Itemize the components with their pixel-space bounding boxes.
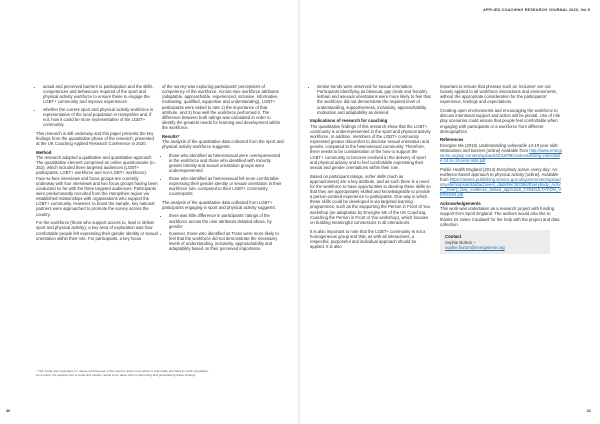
results-bullet-list-b bbox=[162, 213, 284, 251]
results-paragraph-2: The analysis of the quantitative data collected from LGBT+ participants engaging in sport and physical activity suggests: bbox=[162, 199, 276, 210]
community-paragraph: It is also important to note that the LGBT+ community is not a homogeneous group and that, as with all interactions, a respectful, purposeful and individual approach should be applied. It is also bbox=[310, 228, 426, 250]
reference-1 bbox=[440, 143, 562, 164]
list-item: • however, those who identified as Trans were more likely to feel that the workforce did not demonstrate the necessary levels of understanding, inclusivity, approachability and adaptability based on their perceived importance bbox=[169, 231, 284, 252]
reference-2-available: [online]. Available from bbox=[440, 171, 559, 182]
footnote-line-1: * This study was exploratory in nature and focused on the need to learn more about a vulnerable and hard to reach population. bbox=[36, 369, 209, 373]
list-item: • whether the current sport and physical activity workforce is representative of the local population in Hampshire and, if not, how it could be more representative of the LGBT+ community. bbox=[43, 107, 158, 128]
left-page-column-2 bbox=[162, 84, 284, 255]
reference-1-link[interactable]: http://www.energiseme.org/wp-content/uploads/2018/09/Understanding-vulnerable-14-to-19-year-olds.pdf bbox=[440, 147, 562, 164]
reference-2-title: Everybody active, every day: An evidence-based approach to physical activity bbox=[440, 166, 558, 177]
footnote-line-2: As a result, the sample size is small and caution needs to be taken when interpreting and generalising these findings. bbox=[36, 373, 197, 378]
page-number-right: 31 bbox=[586, 409, 591, 413]
right-page-column-2 bbox=[440, 84, 562, 254]
list-item: • similar trends were observed for sexual orientation. Participants identifying as bisexual, gay (male and female), lesbian and asexual orientations were more likely to feel that the workforce did not demonstrate the required level of understanding, supportiveness, inclusivity, approachability, motivation and adaptability as desired. bbox=[317, 84, 432, 115]
reference-1-available: [online] Available from bbox=[485, 147, 530, 153]
implications-paragraph: The quantitative findings of this research show that the LGBT+ community is underrepresented in the sport and physical activity workforce. In addition, members of the LGBT+ community expressed greater discomfort to disclose sexual orientation and gender, compared to the heterosexual community. Therefore, there needs to be consideration of the how to support the LGBT+ community to become involved in the delivery of sport and physical activity and to feel comfortable expressing their sexual and gender orientations within their role. bbox=[310, 123, 431, 170]
reference-2 bbox=[440, 167, 562, 198]
left-col1-bullet-list bbox=[36, 84, 158, 127]
contact-email-link[interactable]: sophie.burton@energiseme.org bbox=[445, 244, 505, 250]
skills-paragraph: Based on participant ratings, softer skills (such as approachiness) are a key attribute, and as such there is a need for the workforce to have opportunities to develop these skills so that they are appropriately skilled and knowledgeable to provide a person-centred experience to participants. One way in which these skills could be developed is via targeted learning programmes, such as the Supporting the Person in Front of You workshop (an adaptation by Energise Me of the UK Coaching, Coaching the Person in Front of You workshop), which focuses on building meaningful connections in all interactions. bbox=[310, 173, 431, 225]
acknowledgements-paragraph: This work was undertaken as a research project with funding support from Sport England. The authors would also like to thanks Dr Jaime Caudwell for her help with the project and data collection. bbox=[440, 206, 560, 227]
reference-1-author: Energise Me (2018) bbox=[440, 142, 479, 148]
results-heading: Results* bbox=[162, 133, 180, 139]
reference-2-link[interactable]: https://assets.publishing.service.gov.uk/government/uploads/system/uploads/attachment_data/file/353384/Everybody_Active__Every_Day_evidence_based_approach_CONSULTATION_VERSION.pdf bbox=[440, 177, 562, 198]
references-heading: References bbox=[440, 137, 464, 143]
method-paragraph: The research adopted a qualitative and quantitative approach. The quantitative element comprised an online questionnaire (n= 352), which included three targeted audiences (LGBT+ participants, LGBT+ workforce and non-LGBT+ workforce). Face-to-face interviews and focus groups are currently underway with four interviews and two focus groups having been conducted so far with the three targeted audiences. Participants were predominantly recruited from the Hampshire region via established relationships with organisations who support the LGBT+ community. However, to boost the sample, key national partners were approached to promote the survey across the country. bbox=[36, 154, 158, 217]
list-item: • there was little difference in participants' ratings of the workforce across the nine attributes detailed above, by gender bbox=[169, 213, 284, 228]
page-number-left: 30 bbox=[6, 409, 11, 413]
acknowledgements-heading: Acknowledgements bbox=[440, 201, 481, 207]
survey-paragraph: of the survey was exploring participants' perceptions of competency of the workforce. Across nine workforce attributes (adaptable, approachable, experienced, inclusive, informative, motivating, qualified, supportive and understanding), LGBT+ participants were asked to rate 1) the importance of that attribute, and 2) how well the workforce performed it. The difference between both ratings was calculated in order to identify the greatest needs for learning and development within the workforce. bbox=[162, 84, 281, 131]
list-item: • actual and perceived barriers to participation and the skills, competences and behaviours required of the sport and physical activity workforce to ensure these to engage the LGBT+ community and improve experiences bbox=[43, 84, 158, 105]
method-paragraph-2: For the workforce (those who support access to, lead or deliver sport and physical activity), a key area of exploration was how comfortable people felt expressing their gender identity or sexual orientation within their role. For participants, a key focus bbox=[36, 220, 158, 241]
right-page bbox=[300, 0, 600, 424]
reference-1-title: Understanding vulnerable 14-19 year olds: Motivations and barriers bbox=[440, 142, 559, 153]
reference-2-author: Public Health England (2014) bbox=[440, 166, 497, 172]
results-intro: The analysis of the quantitative data collected from the sport and physical activity workforce suggests: bbox=[162, 139, 284, 150]
footnote bbox=[36, 369, 274, 377]
contact-box bbox=[440, 230, 550, 253]
right-page-column-1 bbox=[310, 84, 432, 253]
contact-heading: Contact bbox=[445, 234, 462, 240]
environment-paragraph: Creating open environments and encouraging the workforce to discuss intentional support and action will be pivotal. Use of role play scenarios could ensure that people feel comfortable when engaging with participants or a workforce from different demographics. bbox=[440, 108, 561, 134]
contact-name: Sophie Burton – bbox=[445, 239, 476, 245]
running-head: APPLIED COACHING RESEARCH JOURNAL 2020, Vol.5 bbox=[482, 8, 590, 12]
intro-paragraph: This research is still underway and this paper presents the key findings from the quantitative phase of the research, presented at the UK Coaching Applied Research Conference in 2020. bbox=[36, 130, 154, 147]
implications-heading: Implications of research for coaching bbox=[310, 118, 388, 124]
list-item: • those who identified as heterosexual were overrepresented in the workforce and those who identified with minority gender identity and sexual orientation groups were underrepresented bbox=[169, 153, 284, 174]
inclusive-paragraph: important to ensure that phrases such as 'inclusive' are not loosely applied to all workforce interactions and environments, without the appropriate consideration for the participants' experience, feelings and expectations. bbox=[440, 84, 557, 105]
results-bullet-list-a bbox=[162, 153, 284, 196]
left-page-column-1 bbox=[36, 84, 158, 244]
list-item: • those who identified as heterosexual felt more comfortable expressing their gender identity or sexual orientation in their workforce role, compared to their LGBT+ community counterparts bbox=[169, 176, 284, 197]
right-col1-bullet-list bbox=[310, 84, 432, 115]
method-heading: Method bbox=[36, 149, 52, 155]
